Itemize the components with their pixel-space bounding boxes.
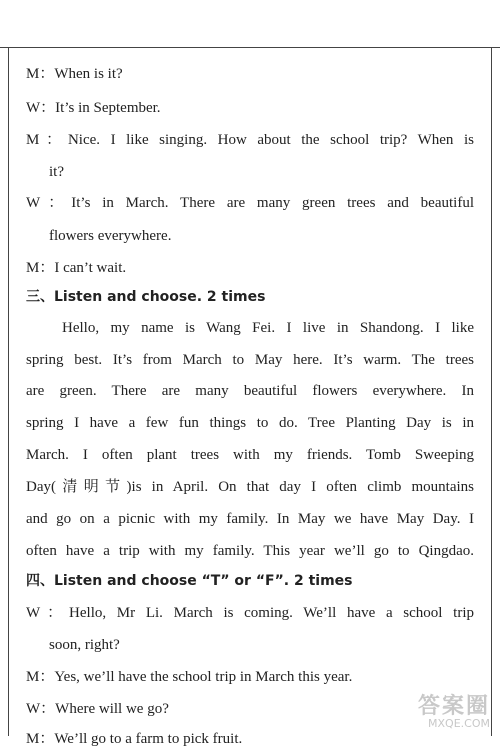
paragraph-line: often have a trip with my family. This year we’ll go to Qingdao. xyxy=(26,543,474,559)
dialogue-line-continued: it? xyxy=(49,164,64,180)
dialogue-line-continued: soon, right? xyxy=(49,637,120,653)
right-border xyxy=(491,47,492,736)
dialogue-line: W：Hello, Mr Li. March is coming. We’ll have a school trip xyxy=(26,605,474,621)
watermark-text: 答案圈 xyxy=(417,694,490,719)
section-heading-3: 三、Listen and choose. 2 times xyxy=(26,289,266,305)
dialogue-line: W：It’s in March. There are many green trees and beautiful xyxy=(26,195,474,211)
paragraph-line: spring best. It’s from March to May here. It’s warm. The trees xyxy=(26,352,474,368)
top-rule xyxy=(0,47,500,48)
watermark-logo xyxy=(418,696,490,730)
dialogue-line: W：Where will we go? xyxy=(26,701,169,717)
watermark-url: MXQE.COM xyxy=(428,717,490,730)
dialogue-line: M：When is it? xyxy=(26,66,123,82)
dialogue-line: W：It’s in September. xyxy=(26,100,161,116)
paragraph-line: March. I often plant trees with my friends. Tomb Sweeping xyxy=(26,447,474,463)
dialogue-line-continued: flowers everywhere. xyxy=(49,228,172,244)
paragraph-line: Hello, my name is Wang Fei. I live in Shandong. I like xyxy=(62,320,474,336)
paragraph-line: and go on a picnic with my family. In May we have May Day. I xyxy=(26,511,474,527)
dialogue-line: M：Yes, we’ll have the school trip in March this year. xyxy=(26,669,353,685)
section-heading-4: 四、Listen and choose “T” or “F”. 2 times xyxy=(26,573,353,589)
paragraph-line: are green. There are many beautiful flowers everywhere. In xyxy=(26,383,474,399)
paragraph-line: spring I have a few fun things to do. Tree Planting Day is in xyxy=(26,415,474,431)
dialogue-line: M：Nice. I like singing. How about the school trip? When is xyxy=(26,132,474,148)
dialogue-line: M：I can’t wait. xyxy=(26,260,127,276)
paragraph-line: Day(清明节)is in April. On that day I often climb mountains xyxy=(26,479,474,495)
dialogue-line-cut: M：We’ll go to a farm to pick fruit. xyxy=(26,731,243,747)
left-border xyxy=(8,47,9,736)
